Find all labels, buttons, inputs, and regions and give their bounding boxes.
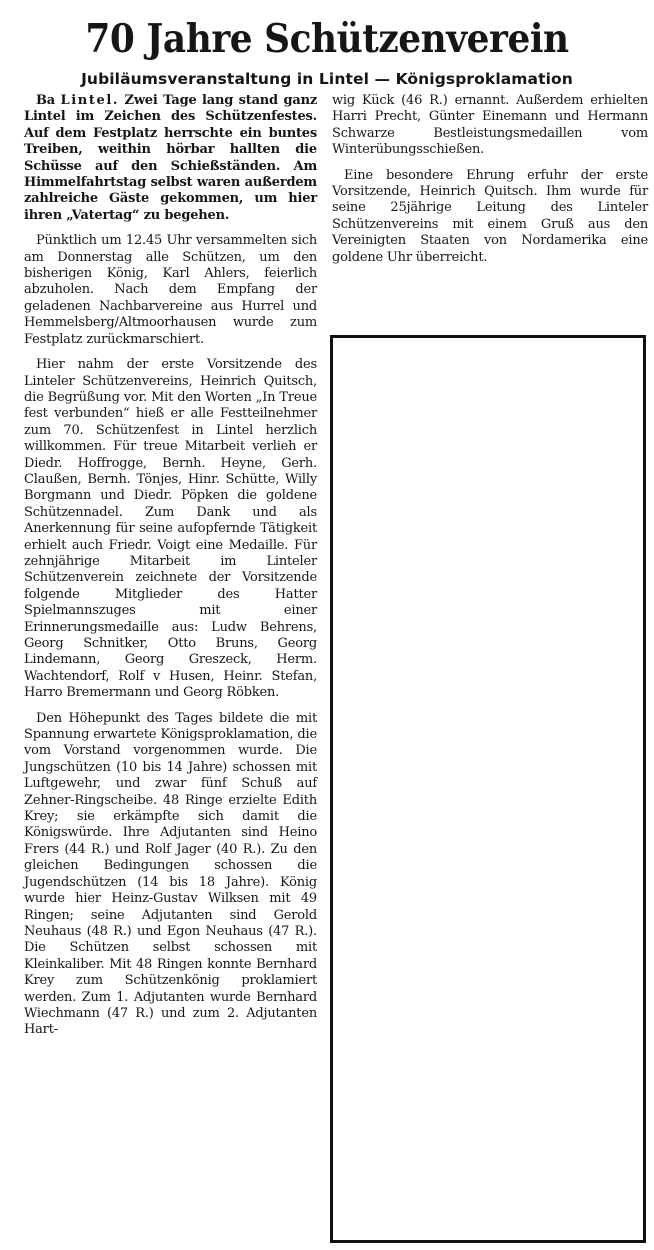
lead-prefix: Ba — [36, 93, 61, 108]
lead-text: Zwei Tage lang stand ganz Lintel im Zeichen des Schützenfestes. Auf dem Festplatz herrschte ein buntes Treiben, weithin hörbar hallten die Schüsse auf den Schießständen. Am Himmelfahrtstag selbst waren außerdem zahlreiche Gäste gekommen, um hier ihren „Vatertag“ zu begehen. — [24, 93, 317, 223]
column-left — [24, 93, 317, 1039]
paragraph-assembly: Pünktlich um 12.45 Uhr versammelten sich am Donnerstag alle Schützen, um den bisherigen König, Karl Ahlers, feierlich abzuholen. Nach dem Empfang der geladenen Nachbarvereine aus Hurrel und Hemmelsberg/Altmoorhausen wurde zum Festplatz zurückmarschiert. — [24, 233, 317, 347]
headline: 70 Jahre Schützenverein — [85, 16, 569, 62]
dateline-place: Lintel. — [60, 93, 120, 108]
paragraph-proclamation: Den Höhepunkt des Tages bildete die mit Spannung erwartete Königsproklamation, die vom Vorstand vorgenommen wurde. Die Jungschützen (10 bis 14 Jahre) schossen mit Luftgewehr, und zwar fünf Schuß auf Zehner-Ringscheibe. 48 Ringe erzielte Edith Krey; sie erkämpfte sich damit die Königswürde. Ihre Adjutanten sind Heino Frers (44 R.) und Rolf Jager (40 R.). Zu den gleichen Bedingungen schossen die Jugendschützen (14 bis 18 Jahre). König wurde hier Heinz-Gustav Wilksen mit 49 Ringen; seine Adjutanten sind Gerold Neuhaus (48 R.) und Egon Neuhaus (47 R.). Die Schützen selbst schossen mit Kleinkaliber. Mit 48 Ringen konnte Bernhard Krey zum Schützenkönig proklamiert werden. Zum 1. Adjutanten wurde Bernhard Wiechmann (47 R.) und zum 2. Adjutanten Hart- — [24, 710, 317, 1038]
paragraph-continuation: wig Kück (46 R.) ernannt. Außerdem erhielten Harri Precht, Günter Einemann und Hermann Schwarze Bestleistungsmedaillen vom Winterübungsschießen. — [332, 93, 648, 158]
paragraph-honor: Eine besondere Ehrung erfuhr der erste Vorsitzende, Heinrich Quitsch. Ihm wurde für seine 25jährige Leitung des Linteler Schützenvereins mit einem Gruß aus den Vereinigten Staaten von Nordamerika eine goldene Uhr überreicht. — [332, 167, 648, 265]
lead-paragraph — [24, 93, 317, 224]
subheadline: Jubiläumsveranstaltung in Lintel — Königsproklamation — [81, 70, 573, 88]
paragraph-welcome: Hier nahm der erste Vorsitzende des Linteler Schützenvereins, Heinrich Quitsch, die Begrüßung vor. Mit den Worten „In Treue fest verbunden“ hieß er alle Festteilnehmer zum 70. Schützenfest in Lintel herzlich willkommen. Für treue Mitarbeit verlieh er Diedr. Hoffrogge, Bernh. Heyne, Gerh. Claußen, Bernh. Tönjes, Hinr. Schütte, Willy Borgmann und Diedr. Pöpken die goldene Schützennadel. Zum Dank und als Anerkennung für seine aufopfernde Tätigkeit erhielt auch Friedr. Voigt eine Medaille. Für zehnjährige Mitarbeit im Linteler Schützenverein zeichnete der Vorsitzende folgende Mitglieder des Hatter Spielmannszuges mit einer Erinnerungsmedaille aus: Ludw Behrens, Georg Schnitker, Otto Bruns, Georg Lindemann, Georg Greszeck, Herm. Wachtendorf, Rolf v Husen, Heinr. Stefan, Harro Bremermann und Georg Röbken. — [24, 357, 317, 701]
photo-placeholder — [330, 335, 646, 1243]
column-right — [332, 93, 648, 266]
